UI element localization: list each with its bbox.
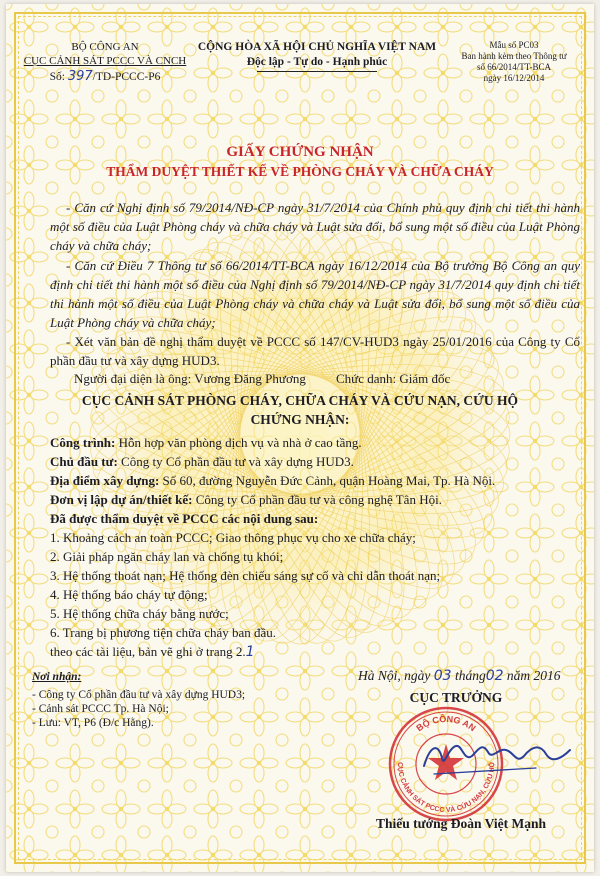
issue-date [358,668,561,684]
field-designer [50,490,442,509]
date-place: Hà Nội, ngày [358,668,431,683]
representative-label: Người đại diện là ông: [74,371,192,386]
form-date: ngày 16/12/2014 [483,73,545,83]
legal-basis-1: - Căn cứ Nghị định số 79/2014/NĐ-CP ngày 31/7/2014 của Chính phủ quy định chi tiết thi hành một số điều của Luật Phòng cháy và chữa cháy và Luật sửa đổi, bổ sung một số điều của Luật Phòng cháy và chữa cháy; [50,200,580,253]
year-label: năm 2016 [506,668,561,683]
month-label: tháng [454,668,486,683]
signer-title: CỤC TRƯỞNG [409,690,503,705]
number-label: Số: [49,71,65,83]
issuer-ministry: BỘ CÔNG AN [71,41,139,53]
form-circular: số 66/2014/TT-BCA [477,62,551,72]
certificate-page [6,4,594,872]
agency-name: CỤC CẢNH SÁT PHÒNG CHÁY, CHỮA CHÁY VÀ CỨU NẠN, CỨU HỘ [81,393,519,408]
approved-item: 3. Hệ thống thoát nạn; Hệ thống đèn chiếu sáng sự cố và chỉ dẫn thoát nạn; [50,568,441,583]
certifies-heading: CHỨNG NHẬN: [250,412,350,427]
recipient-item: - Công ty Cổ phần đầu tư và xây dựng HUD3; [32,689,246,701]
representative-name: Vương Đăng Phương [194,371,306,386]
field-label: Địa điểm xây dựng: [50,473,160,488]
stamp-bottom-text: CỤC CẢNH SÁT PCCC VÀ CỨU NẠN, CỨU HỘ [395,762,497,815]
field-value: Công ty Cổ phần đầu tư và xây dựng HUD3. [121,454,354,469]
approved-heading: Đã được thẩm duyệt về PCCC các nội dung sau: [50,511,319,526]
field-label: Đơn vị lập dự án/thiết kế: [50,492,193,507]
approved-item: 1. Khoảng cách an toàn PCCC; Giao thông phục vụ cho xe chữa cháy; [50,530,416,545]
issuer-department: CỤC CẢNH SÁT PCCC VÀ CNCH [23,55,187,67]
field-value: Hỗn hợp văn phòng dịch vụ và nhà ở cao tầng. [118,435,362,450]
form-reference [454,40,574,84]
field-location [50,471,495,490]
representative-line [74,371,306,387]
document-number [20,70,190,84]
national-motto: Độc lập - Tự do - Hạnh phúc [246,56,388,68]
stamp-top-text: BỘ CÔNG AN [414,713,478,734]
recipient-item: - Lưu: VT, P6 (Đ/c Hằng). [32,717,154,729]
national-heading [186,40,448,72]
approved-item: 4. Hệ thống báo cháy tự động; [50,587,208,602]
documents-line [50,642,255,662]
request-reference: - Xét văn bản đề nghị thẩm duyệt về PCCC số 147/CV-HUD3 ngày 25/01/2016 của Công ty Cổ phần đầu tư và xây dựng HUD3. [50,334,580,368]
legal-basis-2: - Căn cứ Điều 7 Thông tư số 66/2014/TT-BCA ngày 16/12/2014 của Bộ trưởng Bộ Công an quy định chi tiết thi hành một số điều của Nghị định số 79/2014/NĐ-CP ngày 31/7/2014 quy định chi tiết thi hành một số điều của Luật Phòng cháy và chữa cháy và Luật sửa đổi, bổ sung một số điều của Luật Phòng cháy và chữa cháy; [50,258,580,330]
field-project [50,433,362,452]
motto-underline [257,71,377,72]
position-value: Giám đốc [399,371,451,386]
documents-text: theo các tài liệu, bản vẽ ghi ở trang 2. [50,644,246,659]
national-title: CỘNG HÒA XÃ HỘI CHỦ NGHĨA VIỆT NAM [197,41,437,53]
field-label: Chủ đầu tư: [50,454,118,469]
position-label: Chức danh: [336,371,397,386]
handwritten-signature [416,728,576,784]
certificate-subtitle: THẨM DUYỆT THIẾT KẾ VỀ PHÒNG CHÁY VÀ CHỮA CHÁY [106,164,494,179]
issuer-block [20,40,190,84]
handwritten-page: 1 [245,644,255,660]
field-value: Công ty Cổ phần đầu tư và công nghệ Tân Hội. [195,492,442,507]
recipient-item: - Cảnh sát PCCC Tp. Hà Nội; [32,703,169,715]
approved-item: 5. Hệ thống chữa cháy bằng nước; [50,606,229,621]
signer-name: Thiếu tướng Đoàn Việt Mạnh [375,816,547,831]
recipients-block [32,670,245,730]
form-issued-by: Ban hành kèm theo Thông tư [461,51,567,61]
position-line [336,371,450,387]
field-value: Số 60, đường Nguyễn Đức Cảnh, quận Hoàng Mai, Tp. Hà Nội. [162,473,496,488]
field-label: Công trình: [50,435,116,450]
number-suffix: /TD-PCCC-P6 [92,71,161,83]
handwritten-day: 03 [433,668,452,684]
field-investor [50,452,354,471]
form-number: Mẫu số PC03 [489,40,539,50]
approved-item: 2. Giải pháp ngăn cháy lan và chống tụ khói; [50,549,284,564]
handwritten-month: 02 [485,668,504,684]
handwritten-number: 397 [67,69,93,84]
recipients-label: Nơi nhận: [32,671,82,683]
certificate-title: GIẤY CHỨNG NHẬN [226,144,374,160]
approved-item: 6. Trang bị phương tiện chữa cháy ban đầu. [50,625,277,640]
